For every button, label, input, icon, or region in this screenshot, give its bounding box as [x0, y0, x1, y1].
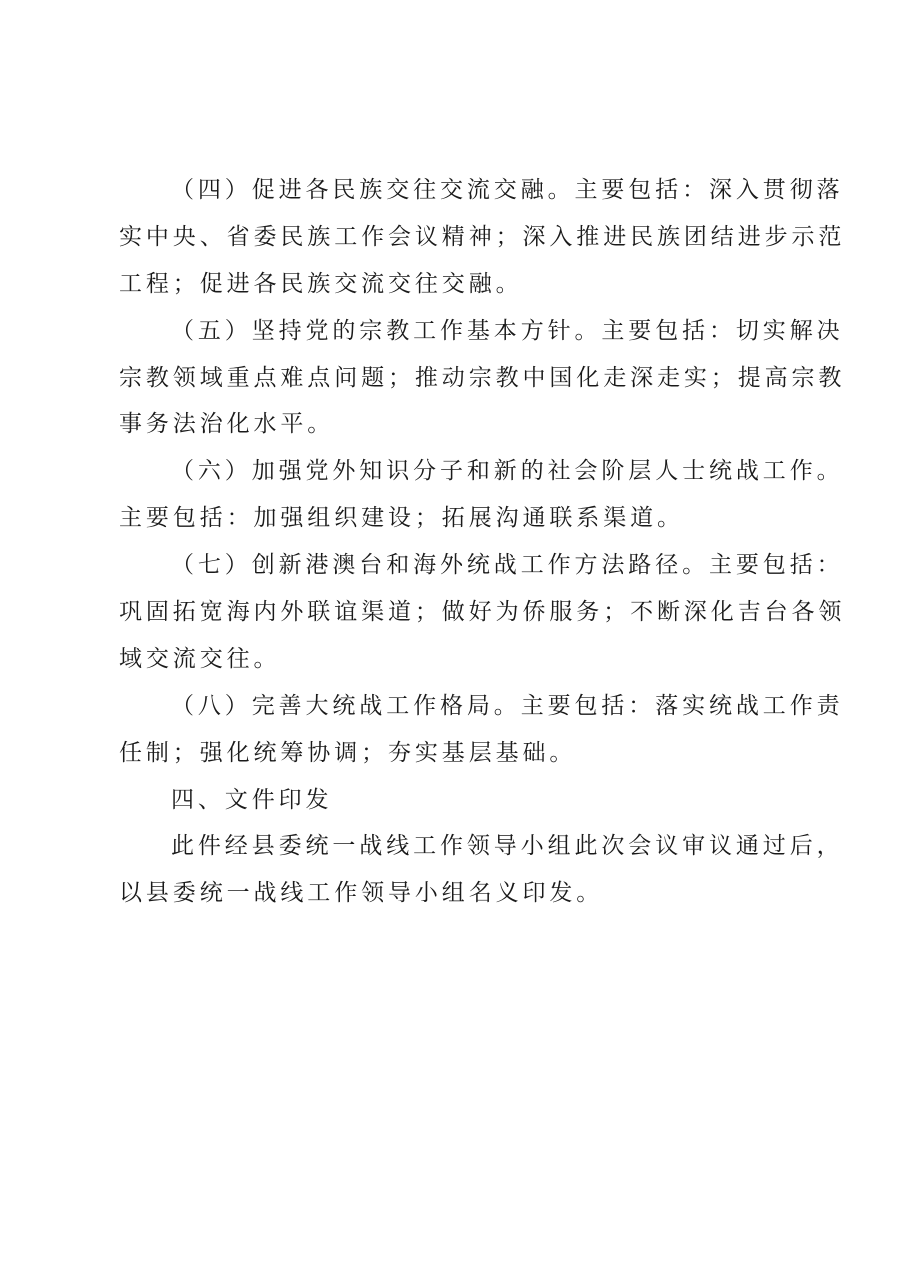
text-line: 域交流交往。	[119, 645, 281, 672]
text-line: （六）加强党外知识分子和新的社会阶层人士统战工作。	[171, 458, 844, 485]
text-line: 事务法治化水平。	[119, 411, 335, 438]
section-heading: 四、文件印发	[171, 786, 333, 813]
text-line: （八）完善大统战工作格局。主要包括：落实统战工作责	[171, 692, 844, 719]
paragraph-issuance	[119, 823, 844, 917]
text-line: 此件经县委统一战线工作领导小组此次会议审议通过后，	[171, 833, 844, 860]
text-line: 主要包括：加强组织建设；拓展沟通联系渠道。	[119, 505, 684, 532]
paragraph-section-7	[119, 542, 846, 683]
text-line: 以县委统一战线工作领导小组名义印发。	[119, 880, 604, 907]
text-line: 宗教领域重点难点问题；推动宗教中国化走深走实；提高宗教	[119, 364, 846, 391]
section-heading-document-issuance	[119, 777, 795, 824]
paragraph-section-8	[119, 683, 844, 777]
paragraph-section-5	[119, 308, 846, 449]
paragraph-section-4	[119, 167, 846, 308]
text-line: 实中央、省委民族工作会议精神；深入推进民族团结进步示范	[119, 223, 846, 250]
text-line: （七）创新港澳台和海外统战工作方法路径。主要包括：	[171, 552, 844, 579]
text-line: （五）坚持党的宗教工作基本方针。主要包括：切实解决	[171, 317, 844, 344]
document-body	[119, 167, 846, 917]
text-line: 工程；促进各民族交流交往交融。	[119, 270, 523, 297]
text-line: （四）促进各民族交往交流交融。主要包括：深入贯彻落	[171, 177, 844, 203]
paragraph-section-6	[119, 448, 844, 542]
text-line: 任制；强化统筹协调；夯实基层基础。	[119, 739, 577, 766]
text-line: 巩固拓宽海内外联谊渠道；做好为侨服务；不断深化吉台各领	[119, 599, 846, 626]
